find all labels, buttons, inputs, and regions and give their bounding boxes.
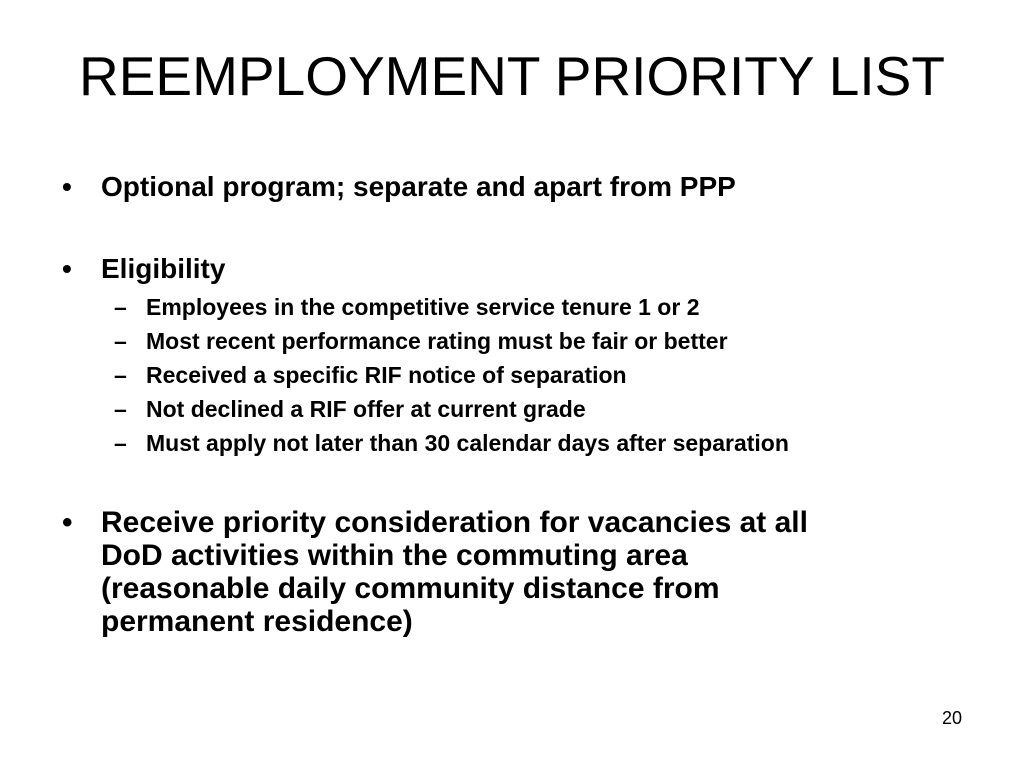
sub-item-text: Received a specific RIF notice of separation (146, 362, 627, 388)
bullet-dot: • (62, 506, 73, 539)
sub-bullet-dash: – (114, 362, 127, 388)
bullet-text: Eligibility (101, 253, 226, 284)
sub-bullet-dash: – (114, 396, 127, 422)
page-number: 20 (941, 708, 962, 728)
bullet-text-line-1: Receive priority consideration for vacancies at all (101, 506, 808, 539)
bullet-text-line-4: permanent residence) (101, 605, 413, 638)
bullet-dot: • (62, 171, 72, 202)
sub-item-text: Not declined a RIF offer at current grade (146, 396, 586, 422)
sub-bullet-dash: – (114, 328, 127, 354)
sub-item-text: Most recent performance rating must be fair or better (146, 328, 728, 354)
sub-item-text: Employees in the competitive service tenure 1 or 2 (146, 294, 700, 320)
sub-item-text: Must apply not later than 30 calendar days after separation (146, 430, 789, 456)
bullet-text-line-2: DoD activities within the commuting area (101, 539, 688, 572)
sub-bullet-dash: – (114, 294, 127, 320)
slide-title: REEMPLOYMENT PRIORITY LIST (79, 45, 945, 107)
sub-bullet-dash: – (114, 430, 127, 456)
bullet-dot: • (62, 253, 72, 284)
bullet-text-line-3: (reasonable daily community distance from (101, 572, 720, 605)
bullet-text: Optional program; separate and apart from PPP (101, 171, 736, 202)
